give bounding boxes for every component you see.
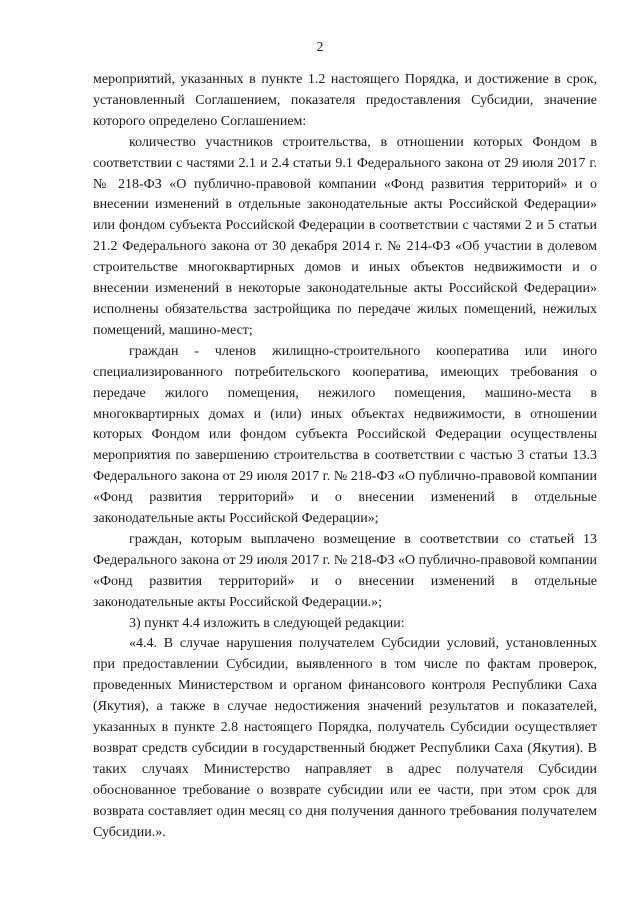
paragraph: «4.4. В случае нарушения получателем Субсидии условий, установленных при предоставлении Субсидии, выявленного в том числе по фактам проверок, проведенных Министерством и органом финансового контроля Республики Саха (Якутия), а также в случае недостижения значений результатов и показателей, указанных в пункте 2.8 настоящего Порядка, получатель Субсидии осуществляет возврат средств субсидии в государственный бюджет Республики Саха (Якутия). В таких случаях Министерство направляет в адрес получателя Субсидии обоснованное требование о возврате субсидии или ее части, при этом срок для возврата составляет один месяц со дня получения данного требования получателем Субсидии.». [93, 636, 597, 840]
page-number: 2 [316, 39, 324, 54]
paragraph: граждан - членов жилищно-строительного кооператива или иного специализированного потребительского кооператива, имеющих требования о передаче жилого помещения, нежилого помещения, машино-места в многоквартирных домах и (или) иных объектах недвижимости, в отношении которых Фондом или фондом субъекта Российской Федерации осуществлены мероприятия по завершению строительства в соответствии с частью 3 статьи 13.3 Федерального закона от 29 июля 2017 г. № 218-ФЗ «О публично-правовой компании «Фонд развития территорий» и о внесении изменений в отдельные законодательные акты Российской Федерации»; [93, 343, 597, 527]
paragraph: количество участников строительства, в отношении которых Фондом в соответствии с частями 2.1 и 2.4 статьи 9.1 Федерального закона от 29 июля 2017 г. № 218-ФЗ «О публично-правовой компании «Фонд развития территорий» и о внесении изменений в отдельные законодательные акты Российской Федерации» или фондом субъекта Российской Федерации в соответствии с частями 2 и 5 статьи 21.2 Федерального закона от 30 декабря 2014 г. № 214-ФЗ «Об участии в долевом строительстве многоквартирных домов и иных объектов недвижимости и о внесении изменений в некоторые законодательные акты Российской Федерации» исполнены обязательства застройщика по передаче жилых помещений, нежилых помещений, машино-мест; [93, 134, 597, 338]
paragraph: мероприятий, указанных в пункте 1.2 настоящего Порядка, и достижение в срок, установленный Соглашением, показателя предоставления Субсидии, значение которого определено Соглашением: [93, 72, 597, 129]
document-body [93, 70, 597, 844]
paragraph: 3) пункт 4.4 изложить в следующей редакции: [129, 615, 405, 631]
paragraph: граждан, которым выплачено возмещение в соответствии со статьей 13 Федерального закона от 29 июля 2017 г. № 218-ФЗ «О публично-правовой компании «Фонд развития территорий» и о внесении изменений в отдельные законодательные акты Российской Федерации.»; [93, 531, 597, 610]
